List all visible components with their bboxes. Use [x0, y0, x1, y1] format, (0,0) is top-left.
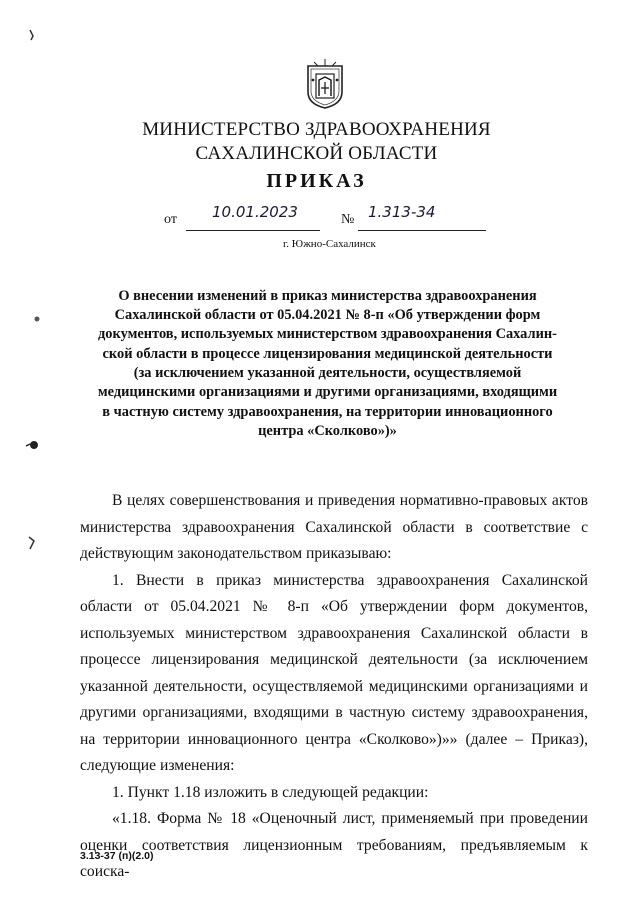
subject-line-6: медицинскими организациями и другими организациями, входящими — [97, 384, 558, 400]
paragraph-form-18: «1.18. Форма № 18 «Оценочный лист, применяемый при проведении оценки соответствия лицензионным требованиям, предъявляемым к соиска- — [80, 810, 588, 880]
number-label: № — [341, 212, 355, 227]
paragraph-intro: В целях совершенствования и приведения нормативно-правовых актов министерства здравоохранения Сахалинской области в соответствие с действующим законодательством приказываю: — [80, 492, 588, 562]
ministry-name-line-1: МИНИСТЕРСТВО ЗДРАВООХРАНЕНИЯ — [142, 119, 491, 140]
paragraph-item-1: 1. Внести в приказ министерства здравоохранения Сахалинской области от 05.04.2021 № 8-п «Об утверждении форм документов, используемых министерством здравоохранения Сахалинской области в процессе лицензирования медицинской деятельности (за исключением указанной деятельности, осуществляемой медицинскими организациями и другими организациями, входящими в частную систему здравоохранения, на территории инновационного центра «Сколково»)»» (далее – Приказ), следующие изменения: — [80, 571, 588, 774]
scan-mark-middle — [32, 314, 42, 324]
paragraph-subitem-1: 1. Пункт 1.18 изложить в следующей редакции: — [112, 783, 429, 801]
subject-line-2: Сахалинской области от 05.04.2021 № 8-п «Об утверждении форм — [114, 307, 541, 323]
footer-form-code: 3.13-37 (п)(2.0) — [80, 850, 154, 862]
subject-line-8: центра «Сколково»)» — [258, 423, 397, 439]
document-type-title: ПРИКАЗ — [266, 170, 367, 192]
scan-mark-top — [28, 28, 40, 42]
handwritten-date: 10.01.2023 — [212, 203, 298, 221]
coat-of-arms-emblem — [304, 58, 346, 110]
ministry-name-line-2: САХАЛИНСКОЙ ОБЛАСТИ — [195, 143, 438, 164]
subject-line-1: О внесении изменений в приказ министерства здравоохранения — [118, 288, 537, 304]
handwritten-number: 1.313-34 — [368, 203, 436, 221]
body-text — [80, 488, 588, 886]
subject-line-5: (за исключением указанной деятельности, осуществляемой — [133, 365, 522, 381]
hole-punch-mark — [24, 438, 42, 452]
city-line: г. Южно-Сахалинск — [283, 238, 376, 250]
subject-line-7: в частную систему здравоохранения, на территории инновационного — [102, 404, 553, 420]
subject-line-4: ской области в процессе лицензирования медицинской деятельности — [102, 346, 553, 362]
scan-mark-lower — [26, 535, 38, 551]
date-label: от — [164, 212, 177, 227]
subject-line-3: документов, используемых министерством здравоохранения Сахалин- — [98, 326, 557, 342]
